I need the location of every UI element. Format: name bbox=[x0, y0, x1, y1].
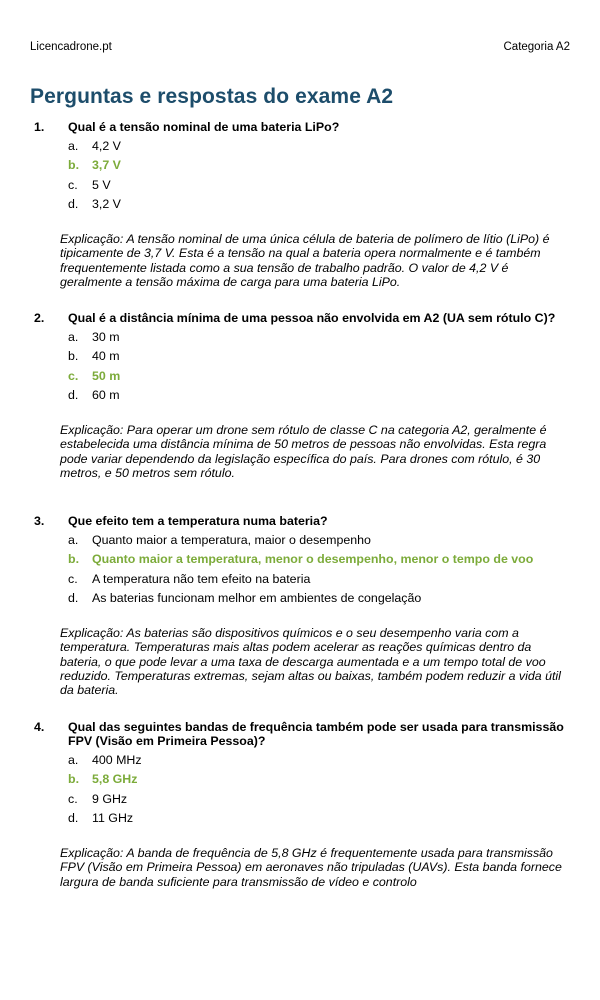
question-heading bbox=[30, 120, 570, 134]
question-heading bbox=[30, 514, 570, 528]
option-letter: d. bbox=[68, 196, 79, 211]
question-text: Qual é a tensão nominal de uma bateria LiPo? bbox=[68, 120, 340, 134]
explanation: Explicação: Para operar um drone sem rótulo de classe C na categoria A2, geralmente é estabelecida uma distância mínima de 50 metros de pessoas não envolvidas. Esta regra pode variar dependendo da legislação específica do país. Para drones com rótulo, é 30 metros, e 50 metros sem rótulo. bbox=[60, 423, 547, 481]
question-number: 2. bbox=[34, 311, 45, 325]
page-header bbox=[30, 41, 570, 55]
page-title: Perguntas e respostas do exame A2 bbox=[30, 85, 394, 108]
site-name: Licencadrone.pt bbox=[30, 41, 112, 53]
option-letter: a. bbox=[68, 139, 79, 153]
option-d bbox=[30, 809, 570, 828]
option-text: 50 m bbox=[92, 368, 121, 383]
option-letter: b. bbox=[68, 772, 80, 787]
option-text: Quanto maior a temperatura, maior o desempenho bbox=[92, 533, 371, 547]
option-letter: c. bbox=[68, 177, 78, 192]
option-c-correct bbox=[30, 367, 570, 386]
option-letter: c. bbox=[68, 368, 79, 383]
explanation: Explicação: A tensão nominal de uma única célula de bateria de polímero de lítio (LiPo) é tipicamente de 3,7 V. Esta é a tensão na qual a bateria opera normalmente e é também frequentemente listada como a sua tensão de trabalho padrão. O valor de 4,2 V é geralmente a tensão máxima de carga para uma bateria LiPo. bbox=[60, 232, 550, 290]
option-letter: b. bbox=[68, 552, 80, 567]
option-c bbox=[30, 790, 570, 809]
question-3 bbox=[30, 514, 570, 698]
option-a bbox=[30, 751, 570, 770]
option-letter: b. bbox=[68, 349, 79, 364]
options-list bbox=[30, 328, 570, 405]
option-d bbox=[30, 589, 570, 608]
option-letter: a. bbox=[68, 753, 79, 767]
option-text: 40 m bbox=[92, 349, 120, 364]
category-label: Categoria A2 bbox=[503, 41, 570, 53]
question-number: 4. bbox=[34, 720, 45, 734]
question-number: 1. bbox=[34, 120, 45, 134]
option-text: A temperatura não tem efeito na bateria bbox=[92, 571, 311, 586]
question-4 bbox=[30, 720, 570, 889]
option-b-correct bbox=[30, 550, 570, 569]
option-a bbox=[30, 328, 570, 347]
question-1 bbox=[30, 120, 570, 289]
option-text: 3,2 V bbox=[92, 196, 121, 211]
explanation: Explicação: A banda de frequência de 5,8 GHz é frequentemente usada para transmissão FPV (Visão em Primeira Pessoa) em aeronaves não tripuladas (UAVs). Esta banda fornece largura de banda suficiente para transmissão de vídeo e controlo bbox=[60, 846, 562, 889]
option-text: 30 m bbox=[92, 330, 120, 344]
question-text: Qual é a distância mínima de uma pessoa não envolvida em A2 (UA sem rótulo C)? bbox=[68, 311, 556, 325]
options-list bbox=[30, 531, 570, 608]
options-list bbox=[30, 751, 570, 828]
option-c bbox=[30, 570, 570, 589]
option-letter: d. bbox=[68, 810, 79, 825]
option-a bbox=[30, 137, 570, 156]
option-text: 11 GHz bbox=[92, 810, 134, 825]
option-d bbox=[30, 195, 570, 214]
option-letter: d. bbox=[68, 387, 79, 402]
option-text: 60 m bbox=[92, 387, 120, 402]
option-letter: c. bbox=[68, 791, 78, 806]
question-number: 3. bbox=[34, 514, 45, 528]
option-text: 5,8 GHz bbox=[92, 772, 138, 787]
question-text: Que efeito tem a temperatura numa bateria? bbox=[68, 514, 328, 528]
option-letter: a. bbox=[68, 533, 79, 547]
option-text: As baterias funcionam melhor em ambientes de congelação bbox=[92, 590, 422, 605]
option-text: 4,2 V bbox=[92, 139, 121, 153]
explanation: Explicação: As baterias são dispositivos químicos e o seu desempenho varia com a temperatura. Temperaturas mais altas podem acelerar as reações químicas dentro da bateria, o que pode levar a uma taxa de descarga aumentada e a um tempo total de voo reduzido. Temperaturas extremas, sejam altas ou baixas, também podem reduzir a vida útil da bateria. bbox=[60, 626, 561, 698]
option-d bbox=[30, 386, 570, 405]
question-heading bbox=[30, 720, 570, 748]
question-text: Qual das seguintes bandas de frequência também pode ser usada para transmissão FPV (Visão em Primeira Pessoa)? bbox=[68, 720, 564, 748]
option-text: 9 GHz bbox=[92, 791, 128, 806]
question-2 bbox=[30, 311, 570, 480]
option-a bbox=[30, 531, 570, 550]
option-letter: b. bbox=[68, 158, 80, 173]
option-text: 400 MHz bbox=[92, 753, 142, 767]
option-b bbox=[30, 347, 570, 366]
option-letter: d. bbox=[68, 590, 79, 605]
option-text: 3,7 V bbox=[92, 158, 121, 173]
question-heading bbox=[30, 311, 570, 325]
option-text: 5 V bbox=[92, 177, 111, 192]
option-text: Quanto maior a temperatura, menor o desempenho, menor o tempo de voo bbox=[92, 552, 534, 567]
options-list bbox=[30, 137, 570, 214]
option-b-correct bbox=[30, 156, 570, 175]
option-letter: c. bbox=[68, 571, 78, 586]
option-c bbox=[30, 176, 570, 195]
option-b-correct bbox=[30, 770, 570, 789]
option-letter: a. bbox=[68, 330, 79, 344]
